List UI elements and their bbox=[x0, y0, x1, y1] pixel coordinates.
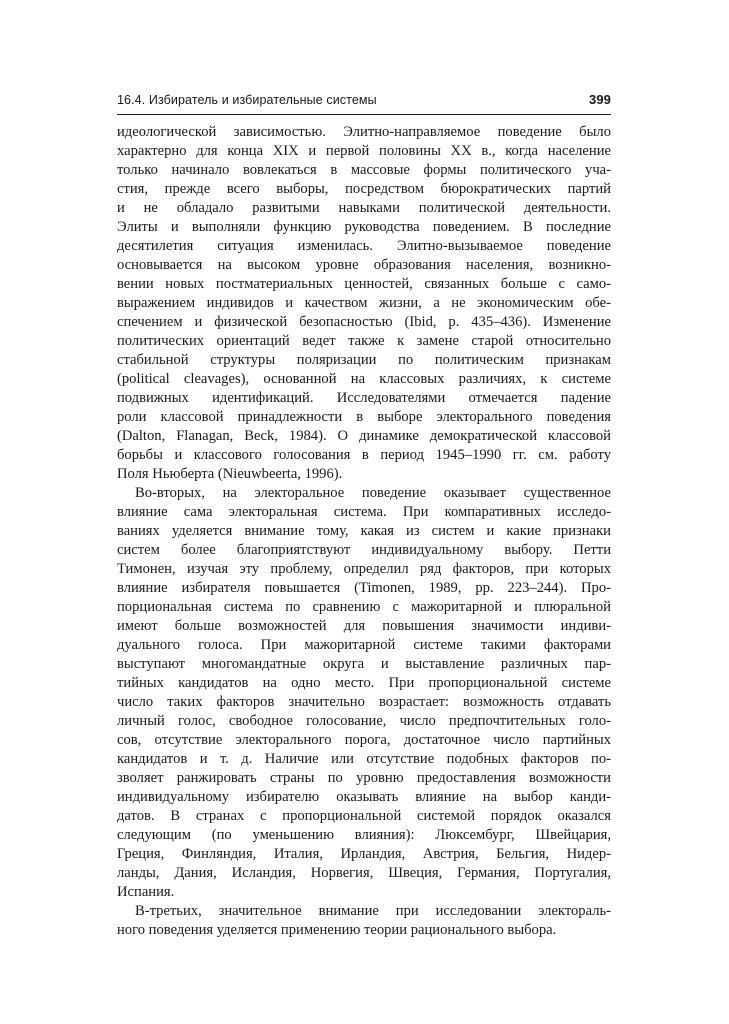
text-line: борьбы и классового голосования в период 1945–1990 гг. см. работу bbox=[117, 447, 611, 463]
text-line: подвижных идентификаций. Исследователями отмечается падение bbox=[117, 390, 611, 406]
text-line: систем более благоприятствуют индивидуальному выбору. Петти bbox=[117, 542, 611, 558]
text-line: Во-вторых, на электоральное поведение оказывает существенное bbox=[135, 485, 611, 501]
text-line: политических ориентаций ведет также к замене старой относительно bbox=[117, 333, 611, 349]
text-line: число таких факторов значительно возрастает: возможность отдавать bbox=[117, 694, 611, 710]
text-line: личный голос, свободное голосование, число предпочтительных голо- bbox=[117, 713, 611, 729]
text-line: десятилетия ситуация изменилась. Элитно-вызываемое поведение bbox=[117, 238, 611, 254]
text-line: характерно для конца XIX и первой половины XX в., когда население bbox=[117, 143, 611, 159]
text-line: выражением индивидов и качеством жизни, а не экономическим обе- bbox=[117, 295, 611, 311]
paragraph bbox=[117, 123, 611, 484]
text-line: ваниях уделяется внимание тому, какая из систем и какие признаки bbox=[117, 523, 611, 539]
text-line: стия, прежде всего выборы, посредством бюрократических партий bbox=[117, 181, 611, 197]
text-line: влияние избирателя повышается (Timonen, 1989, pp. 223–244). Про- bbox=[117, 580, 611, 596]
text-line: тийных кандидатов на одно место. При пропорциональной системе bbox=[117, 675, 611, 691]
text-line: стабильной структуры поляризации по политическим признакам bbox=[117, 352, 611, 368]
text-line: влияние сама электоральная система. При компаративных исследо- bbox=[117, 504, 611, 520]
text-line: ного поведения уделяется применению теории рационального выбора. bbox=[117, 922, 557, 938]
text-line: Греция, Финляндия, Италия, Ирландия, Австрия, Бельгия, Нидер- bbox=[117, 846, 611, 862]
text-line: Испания. bbox=[117, 884, 175, 900]
paragraph bbox=[117, 902, 611, 940]
text-line: (political cleavages), основанной на классовых различиях, к системе bbox=[117, 371, 611, 387]
text-line: ланды, Дания, Исландия, Норвегия, Швеция, Германия, Португалия, bbox=[117, 865, 611, 881]
text-line: порциональная система по сравнению с мажоритарной и плюральной bbox=[117, 599, 611, 615]
running-header bbox=[117, 92, 611, 115]
text-line: дуального голоса. При мажоритарной системе такими факторами bbox=[117, 637, 611, 653]
text-line: (Dalton, Flanagan, Beck, 1984). О динамике демократической классовой bbox=[117, 428, 611, 444]
text-line: датов. В странах с пропорциональной системой порядок оказался bbox=[117, 808, 611, 824]
text-line: имеют больше возможностей для повышения значимости индиви- bbox=[117, 618, 611, 634]
text-line: Поля Ньюберта (Nieuwbeerta, 1996). bbox=[117, 466, 343, 482]
text-line: роли классовой принадлежности в выборе электорального поведения bbox=[117, 409, 611, 425]
paragraph bbox=[117, 484, 611, 902]
text-line: Тимонен, изучая эту проблему, определил ряд факторов, при которых bbox=[117, 561, 611, 577]
text-line: вении новых постматериальных ценностей, связанных больше с само- bbox=[117, 276, 611, 292]
text-line: сов, отсутствие электорального порога, достаточное число партийных bbox=[117, 732, 611, 748]
text-line: зволяет ранжировать страны по уровню предоставления возможности bbox=[117, 770, 611, 786]
text-line: спечением и физической безопасностью (Ibid, p. 435–436). Изменение bbox=[117, 314, 611, 330]
text-line: основывается на высоком уровне образования населения, возникно- bbox=[117, 257, 611, 273]
text-line: выступают многомандатные округа и выставление различных пар- bbox=[117, 656, 611, 672]
book-page bbox=[117, 92, 611, 940]
text-line: В-третьих, значительное внимание при исследовании электораль- bbox=[135, 903, 611, 919]
text-line: индивидуальному избирателю оказывать влияние на выбор канди- bbox=[117, 789, 611, 805]
text-line: идеологической зависимостью. Элитно-направляемое поведение было bbox=[117, 124, 611, 140]
body-text bbox=[117, 123, 611, 940]
text-line: и не обладало развитыми навыками политической деятельности. bbox=[117, 200, 611, 216]
text-line: кандидатов и т. д. Наличие или отсутствие подобных факторов по- bbox=[117, 751, 611, 767]
running-title: 16.4. Избиратель и избирательные системы bbox=[117, 93, 377, 107]
text-line: следующим (по уменьшению влияния): Люксембург, Швейцария, bbox=[117, 827, 611, 843]
text-line: только начинало вовлекаться в массовые формы политического уча- bbox=[117, 162, 611, 178]
text-line: Элиты и выполняли функцию руководства поведением. В последние bbox=[117, 219, 611, 235]
page-number: 399 bbox=[589, 92, 611, 107]
